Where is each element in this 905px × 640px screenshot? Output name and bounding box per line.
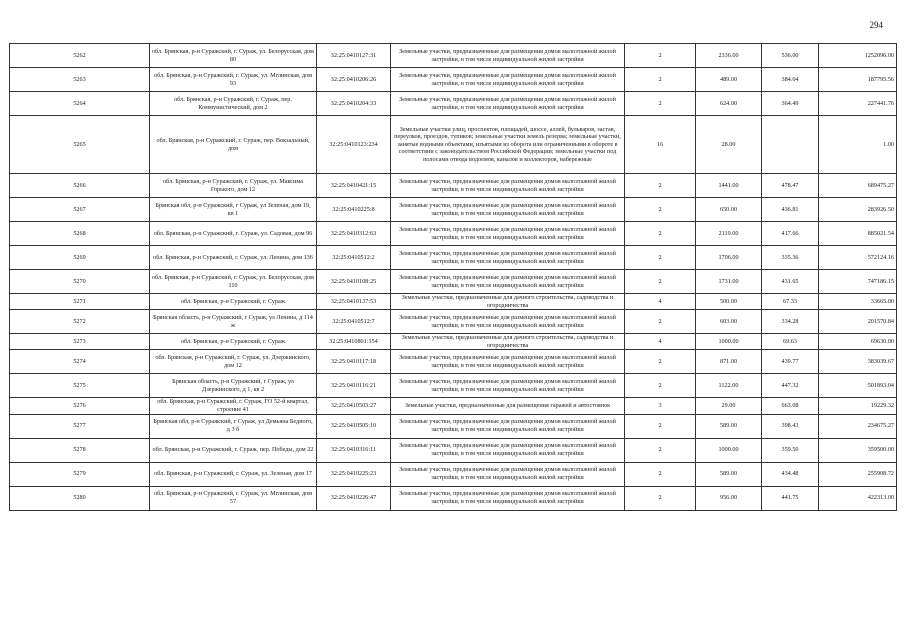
area-cell: 1706.00 <box>696 246 762 270</box>
table-row <box>10 374 897 398</box>
specific-value-cell: 436.81 <box>762 198 819 222</box>
use-group-code-cell: 2 <box>625 174 696 198</box>
specific-value-cell <box>762 116 819 174</box>
area-cell: 2336.00 <box>696 44 762 68</box>
specific-value-cell: 536.00 <box>762 44 819 68</box>
area-cell: 489.00 <box>696 68 762 92</box>
area-cell: 589.00 <box>696 462 762 486</box>
specific-value-cell: 441.75 <box>762 486 819 510</box>
row-number: 5268 <box>10 222 150 246</box>
area-cell: 589.00 <box>696 414 762 438</box>
cadastral-value-cell: 234675.27 <box>819 414 897 438</box>
use-group-code-cell: 2 <box>625 44 696 68</box>
table-row <box>10 116 897 174</box>
address-cell: обл. Брянская, р-н Суражский, г. Сураж <box>150 294 317 310</box>
specific-value-cell: 334.28 <box>762 310 819 334</box>
row-number: 5280 <box>10 486 150 510</box>
cadastral-value-cell: 283926.50 <box>819 198 897 222</box>
land-use-cell: Земельные участки улиц, проспектов, площадей, шоссе, аллей, бульваров, застав, переулков, проездов, тупиков; земельные участки земель резерва; земельные участки, занятые водными объектами, изъятыми из оборота или ограниченными в обороте в соответствии с законодательством Российской Федерации; земельные участки под полосами отвода водоемов, каналов и коллекторов, набережные <box>391 116 625 174</box>
use-group-code-cell: 2 <box>625 198 696 222</box>
specific-value-cell: 478.47 <box>762 174 819 198</box>
table-row <box>10 350 897 374</box>
table-row <box>10 486 897 510</box>
cadastral-value-cell: 572124.16 <box>819 246 897 270</box>
use-group-code-cell: 16 <box>625 116 696 174</box>
cadastral-value-cell: 689475.27 <box>819 174 897 198</box>
row-number: 5269 <box>10 246 150 270</box>
address-cell: обл. Брянская, р-н Суражский, г. Сураж, пер. Победы, дом 22 <box>150 438 317 462</box>
cadastral-value-cell: 19229.32 <box>819 398 897 414</box>
land-use-cell: Земельные участки, предназначенные для дачного строительства, садоводства и огородничества <box>391 334 625 350</box>
address-cell: обл. Брянская, р-н Суражский, г. Сураж, ул. Садовая, дом 96 <box>150 222 317 246</box>
land-use-cell: Земельные участки, предназначенные для дачного строительства, садоводства и огородничества <box>391 294 625 310</box>
land-use-cell: Земельные участки, предназначенные для размещения домов малоэтажной жилой застройки, в том числе индивидуальной жилой застройки <box>391 270 625 294</box>
land-use-cell: Земельные участки, предназначенные для размещения домов малоэтажной жилой застройки, в том числе индивидуальной жилой застройки <box>391 68 625 92</box>
use-group-code-cell: 2 <box>625 414 696 438</box>
cadastral-value-cell: 1.00 <box>819 116 897 174</box>
address-cell: обл. Брянская, р-н Суражский, г. Сураж, ул. Дзержинского, дом 12 <box>150 350 317 374</box>
cadastral-value-cell: 33665.00 <box>819 294 897 310</box>
specific-value-cell: 663.08 <box>762 398 819 414</box>
cadastral-value-cell: 1252096.00 <box>819 44 897 68</box>
use-group-code-cell: 2 <box>625 350 696 374</box>
table-row <box>10 44 897 68</box>
table-row <box>10 310 897 334</box>
cadastral-value-cell: 187795.56 <box>819 68 897 92</box>
land-use-cell: Земельные участки, предназначенные для размещения домов малоэтажной жилой застройки, в том числе индивидуальной жилой застройки <box>391 44 625 68</box>
address-cell: Брянская обл, р-н Суражский, г Сураж, ул Демьяна Бедного, д 3 б <box>150 414 317 438</box>
land-use-cell: Земельные участки, предназначенные для размещения домов малоэтажной жилой застройки, в том числе индивидуальной жилой застройки <box>391 438 625 462</box>
address-cell: обл. Брянская, р-н Суражский, г. Сураж, ул. Мглинская, дом 93 <box>150 68 317 92</box>
cadastral-number-cell: 32:25:0410312:63 <box>317 222 391 246</box>
land-use-cell: Земельные участки, предназначенные для размещения домов малоэтажной жилой застройки, в том числе индивидуальной жилой застройки <box>391 174 625 198</box>
cadastral-value-table <box>9 43 897 511</box>
area-cell: 603.00 <box>696 310 762 334</box>
cadastral-number-cell: 32:25:0410421:15 <box>317 174 391 198</box>
table-row <box>10 334 897 350</box>
address-cell: Брянская область, р-н Суражский, г Сураж, ул Ленина, д 114 ж <box>150 310 317 334</box>
row-number: 5264 <box>10 92 150 116</box>
table-row <box>10 174 897 198</box>
cadastral-number-cell: 32:25:0410206:26 <box>317 68 391 92</box>
row-number: 5274 <box>10 350 150 374</box>
table-row <box>10 462 897 486</box>
address-cell: обл. Брянская, р-н Суражский, г. Сураж, ул. Максима Горького, дом 12 <box>150 174 317 198</box>
cadastral-number-cell: 32:25:0410137:53 <box>317 294 391 310</box>
area-cell: 956.00 <box>696 486 762 510</box>
table-row <box>10 438 897 462</box>
specific-value-cell: 434.48 <box>762 462 819 486</box>
area-cell: 29.00 <box>696 398 762 414</box>
page-number: 294 <box>869 20 883 30</box>
land-use-cell: Земельные участки, предназначенные для размещения домов малоэтажной жилой застройки, в том числе индивидуальной жилой застройки <box>391 374 625 398</box>
cadastral-number-cell: 32:25:0410123:234 <box>317 116 391 174</box>
land-use-cell: Земельные участки, предназначенные для размещения домов малоэтажной жилой застройки, в том числе индивидуальной жилой застройки <box>391 246 625 270</box>
land-use-cell: Земельные участки, предназначенные для размещения домов малоэтажной жилой застройки, в том числе индивидуальной жилой застройки <box>391 92 625 116</box>
use-group-code-cell: 2 <box>625 310 696 334</box>
table-row <box>10 270 897 294</box>
cadastral-value-cell: 501893.04 <box>819 374 897 398</box>
area-cell: 1000.00 <box>696 334 762 350</box>
use-group-code-cell: 2 <box>625 374 696 398</box>
address-cell: обл. Брянская, р-н Суражский, г. Сураж <box>150 334 317 350</box>
cadastral-number-cell: 32:25:0410117:18 <box>317 350 391 374</box>
address-cell: обл. Брянская, р-н Суражский, г. Сураж, пер. Коммунистический, дом 2 <box>150 92 317 116</box>
area-cell: 624.00 <box>696 92 762 116</box>
area-cell: 1441.00 <box>696 174 762 198</box>
cadastral-number-cell: 32:25:0410116:21 <box>317 374 391 398</box>
specific-value-cell: 417.66 <box>762 222 819 246</box>
address-cell: обл. Брянская, р-н Суражский, г. Сураж, ул. Мглинская, дом 57 <box>150 486 317 510</box>
table-row <box>10 222 897 246</box>
cadastral-value-cell: 383039.67 <box>819 350 897 374</box>
cadastral-number-cell: 32:25:0410512:7 <box>317 310 391 334</box>
row-number: 5272 <box>10 310 150 334</box>
use-group-code-cell: 3 <box>625 398 696 414</box>
use-group-code-cell: 2 <box>625 486 696 510</box>
row-number: 5277 <box>10 414 150 438</box>
land-use-cell: Земельные участки, предназначенные для размещения гаражей и автостоянок <box>391 398 625 414</box>
area-cell: 1122.00 <box>696 374 762 398</box>
address-cell: Брянская обл, р-н Суражский, г Сураж, ул Зеленая, дом 19, кв 1 <box>150 198 317 222</box>
cadastral-value-cell: 885021.54 <box>819 222 897 246</box>
use-group-code-cell: 2 <box>625 92 696 116</box>
use-group-code-cell: 2 <box>625 270 696 294</box>
land-use-cell: Земельные участки, предназначенные для размещения домов малоэтажной жилой застройки, в том числе индивидуальной жилой застройки <box>391 486 625 510</box>
cadastral-number-cell: 32:25:0410801:154 <box>317 334 391 350</box>
cadastral-value-cell: 422313.00 <box>819 486 897 510</box>
cadastral-number-cell: 32:25:0410505:10 <box>317 414 391 438</box>
cadastral-number-cell: 32:25:0410127:31 <box>317 44 391 68</box>
land-use-cell: Земельные участки, предназначенные для размещения домов малоэтажной жилой застройки, в том числе индивидуальной жилой застройки <box>391 310 625 334</box>
table-body <box>10 44 897 511</box>
use-group-code-cell: 2 <box>625 438 696 462</box>
cadastral-number-cell: 32:25:0410226:47 <box>317 486 391 510</box>
cadastral-value-cell: 255908.72 <box>819 462 897 486</box>
area-cell: 1000.00 <box>696 438 762 462</box>
address-cell: обл. Брянская, р-н Суражский, г. Сураж, ул. Зеленая, дом 17 <box>150 462 317 486</box>
land-use-cell: Земельные участки, предназначенные для размещения домов малоэтажной жилой застройки, в том числе индивидуальной жилой застройки <box>391 414 625 438</box>
table-row <box>10 198 897 222</box>
land-use-cell: Земельные участки, предназначенные для размещения домов малоэтажной жилой застройки, в том числе индивидуальной жилой застройки <box>391 222 625 246</box>
area-cell: 500.00 <box>696 294 762 310</box>
row-number: 5263 <box>10 68 150 92</box>
use-group-code-cell: 4 <box>625 334 696 350</box>
use-group-code-cell: 4 <box>625 294 696 310</box>
cadastral-value-cell: 747186.15 <box>819 270 897 294</box>
row-number: 5276 <box>10 398 150 414</box>
land-use-cell: Земельные участки, предназначенные для размещения домов малоэтажной жилой застройки, в том числе индивидуальной жилой застройки <box>391 198 625 222</box>
table-row <box>10 414 897 438</box>
row-number: 5271 <box>10 294 150 310</box>
cadastral-number-cell: 32:25:0410225:8 <box>317 198 391 222</box>
area-cell: 1731.00 <box>696 270 762 294</box>
address-cell: обл. Брянская, р-н Суражский, г. Сураж, ГО 52-й квартал, строение 41 <box>150 398 317 414</box>
table-row <box>10 92 897 116</box>
row-number: 5275 <box>10 374 150 398</box>
use-group-code-cell: 2 <box>625 68 696 92</box>
row-number: 5267 <box>10 198 150 222</box>
cadastral-value-cell: 359500.00 <box>819 438 897 462</box>
row-number: 5265 <box>10 116 150 174</box>
row-number: 5278 <box>10 438 150 462</box>
use-group-code-cell: 2 <box>625 462 696 486</box>
cadastral-number-cell: 32:25:0410316:11 <box>317 438 391 462</box>
specific-value-cell: 335.36 <box>762 246 819 270</box>
table-row <box>10 68 897 92</box>
table-row <box>10 398 897 414</box>
area-cell: 28.00 <box>696 116 762 174</box>
specific-value-cell: 439.77 <box>762 350 819 374</box>
cadastral-number-cell: 32:25:0410204:33 <box>317 92 391 116</box>
specific-value-cell: 67.33 <box>762 294 819 310</box>
address-cell: обл. Брянская, р-н Суражский, г. Сураж, ул. Белорусская, дом 110 <box>150 270 317 294</box>
table-row <box>10 246 897 270</box>
specific-value-cell: 364.49 <box>762 92 819 116</box>
specific-value-cell: 359.50 <box>762 438 819 462</box>
area-cell: 2119.00 <box>696 222 762 246</box>
cadastral-number-cell: 32:25:0410512:2 <box>317 246 391 270</box>
cadastral-number-cell: 32:25:0410225:23 <box>317 462 391 486</box>
specific-value-cell: 431.65 <box>762 270 819 294</box>
row-number: 5273 <box>10 334 150 350</box>
row-number: 5270 <box>10 270 150 294</box>
use-group-code-cell: 2 <box>625 222 696 246</box>
cadastral-number-cell: 32:25:0410503:27 <box>317 398 391 414</box>
land-use-cell: Земельные участки, предназначенные для размещения домов малоэтажной жилой застройки, в том числе индивидуальной жилой застройки <box>391 350 625 374</box>
address-cell: обл. Брянская, р-н Суражский, г. Сураж, ул. Ленина, дом 136 <box>150 246 317 270</box>
address-cell: обл. Брянская, р-н Суражский, г. Сураж, ул. Белорусская, дом 80 <box>150 44 317 68</box>
cadastral-value-cell: 227441.76 <box>819 92 897 116</box>
specific-value-cell: 447.32 <box>762 374 819 398</box>
area-cell: 871.00 <box>696 350 762 374</box>
specific-value-cell: 398.43 <box>762 414 819 438</box>
table-row <box>10 294 897 310</box>
row-number: 5262 <box>10 44 150 68</box>
area-cell: 650.00 <box>696 198 762 222</box>
cadastral-value-cell: 201570.84 <box>819 310 897 334</box>
row-number: 5266 <box>10 174 150 198</box>
land-use-cell: Земельные участки, предназначенные для размещения домов малоэтажной жилой застройки, в том числе индивидуальной жилой застройки <box>391 462 625 486</box>
cadastral-value-cell: 69630.00 <box>819 334 897 350</box>
cadastral-number-cell: 32:25:0410108:25 <box>317 270 391 294</box>
address-cell: Брянская область, р-н Суражский, г Сураж, ул Дзержинского, д 1, кв 2 <box>150 374 317 398</box>
specific-value-cell: 69.63 <box>762 334 819 350</box>
specific-value-cell: 384.04 <box>762 68 819 92</box>
use-group-code-cell: 2 <box>625 246 696 270</box>
address-cell: обл. Брянская, р-н Суражский, г. Сураж, пер. Вокзальный, дом <box>150 116 317 174</box>
row-number: 5279 <box>10 462 150 486</box>
